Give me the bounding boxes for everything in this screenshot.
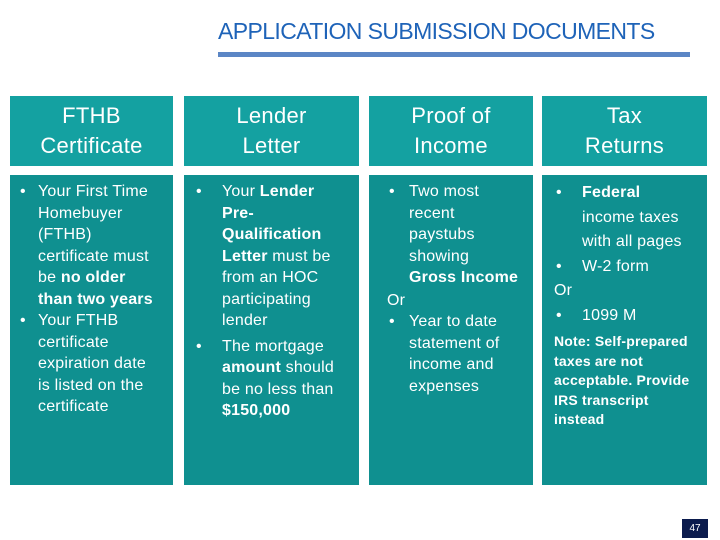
or-label: Or xyxy=(387,291,406,309)
proof-of-income-panel xyxy=(369,175,533,485)
bullet: • xyxy=(20,183,26,200)
header-line: Proof of xyxy=(411,103,491,128)
lender-letter-panel xyxy=(184,175,359,485)
list-item: • Two most recent paystubs showing Gross Income xyxy=(389,183,519,286)
list-item: • 1099 M xyxy=(542,304,707,329)
bullet: • xyxy=(196,337,202,355)
list-item: • W-2 form xyxy=(542,255,707,280)
tax-returns-panel xyxy=(542,175,707,485)
bullet: • xyxy=(196,183,202,200)
list-item: • Your FTHB certificate expiration date is listed on the certificate xyxy=(20,312,146,415)
slide-title: APPLICATION SUBMISSION DOCUMENTS xyxy=(218,18,655,44)
bullet: • xyxy=(389,313,395,330)
header-line: FTHB xyxy=(62,103,121,128)
bullet: • xyxy=(20,312,26,329)
header-tax-returns xyxy=(542,96,707,166)
header-line: Letter xyxy=(242,133,301,158)
header-lender-letter xyxy=(184,96,359,166)
fthb-certificate-panel xyxy=(10,175,173,485)
bullet: • xyxy=(556,184,562,201)
header-proof-of-income xyxy=(369,96,533,166)
list-item: • Your Lender Pre-Qualification Letter must be from an HOC participating lender xyxy=(196,183,331,329)
header-line: Certificate xyxy=(40,133,143,158)
list-item: • Year to date statement of income and expenses xyxy=(389,313,500,395)
bullet: • xyxy=(556,306,562,324)
title-underline xyxy=(218,52,690,57)
page-number-badge: 47 xyxy=(682,519,708,538)
header-fthb-certificate xyxy=(10,96,173,166)
list-item: • Your First Time Homebuyer (FTHB) certificate must be no older than two years xyxy=(20,183,153,308)
bullet: • xyxy=(556,257,562,275)
header-line: Tax xyxy=(606,103,643,128)
header-line: Lender xyxy=(236,103,307,128)
tax-note: Note: Self-prepared taxes are not acceptable. Provide IRS transcript instead xyxy=(554,333,690,427)
header-line: Income xyxy=(414,133,488,158)
list-item: • The mortgage amount should be no less than $150,000 xyxy=(196,337,334,419)
header-line: Returns xyxy=(584,133,665,158)
list-item: • Federal income taxes with all pages xyxy=(542,181,707,255)
or-label: Or xyxy=(554,282,573,299)
bullet: • xyxy=(389,183,395,200)
